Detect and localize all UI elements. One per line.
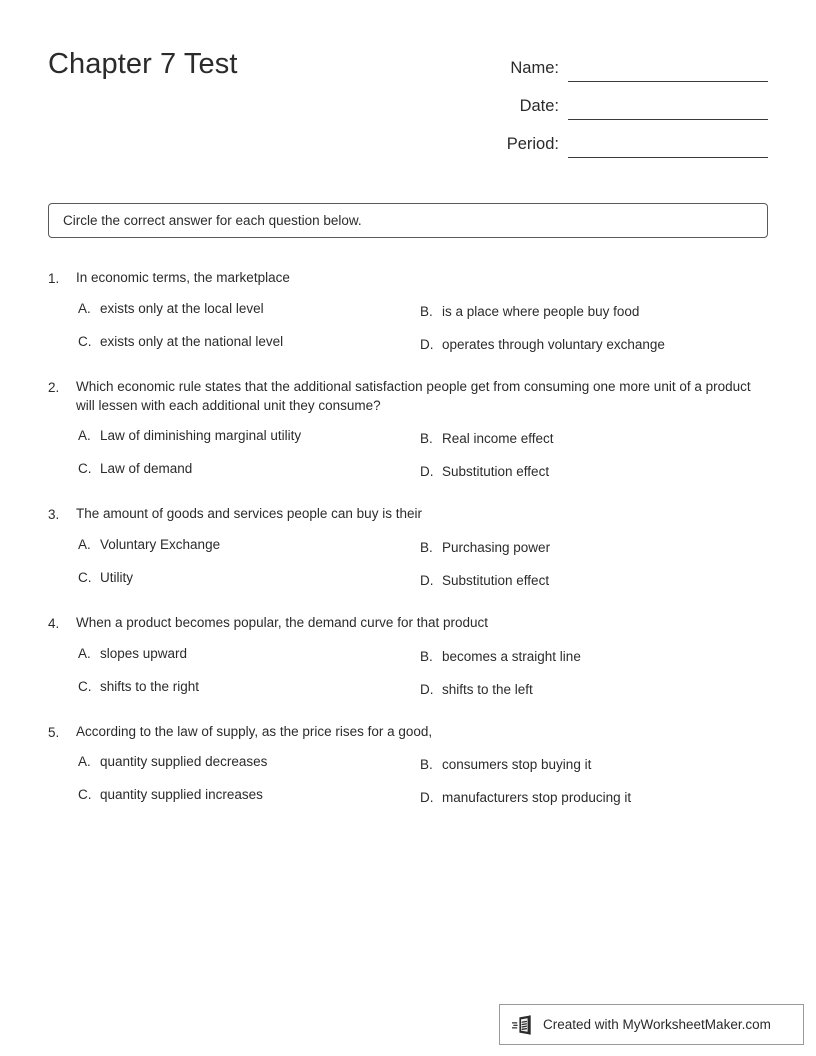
choice-row <box>48 569 768 595</box>
instructions-box <box>48 203 768 238</box>
question-text: When a product becomes popular, the demand curve for that product <box>76 614 488 630</box>
choice-option-a[interactable] <box>48 427 390 446</box>
choice-option-b[interactable] <box>390 645 768 667</box>
question-text: Which economic rule states that the additional satisfaction people get from consuming one more unit of a product will lessen with each additional unit they consume? <box>76 378 751 414</box>
choice-row <box>48 786 768 812</box>
worksheet-maker-logo-icon <box>510 1012 536 1038</box>
date-field-label: Date: <box>519 97 559 115</box>
period-field-label: Period: <box>506 135 559 153</box>
choice-text: Utility <box>100 569 133 585</box>
choice-option-d[interactable] <box>390 460 768 482</box>
choice-option-a[interactable] <box>48 536 390 555</box>
choice-letter: C. <box>78 787 92 803</box>
choice-option-a[interactable] <box>48 645 390 664</box>
choice-text: Substitution effect <box>442 464 550 480</box>
choice-option-c[interactable] <box>48 786 390 805</box>
choice-text: Law of diminishing marginal utility <box>100 428 302 444</box>
choice-option-c[interactable] <box>48 678 390 697</box>
question-header <box>48 613 768 634</box>
choice-text: is a place where people buy food <box>442 303 640 319</box>
question-number: 3. <box>48 507 60 523</box>
question-header <box>48 268 768 289</box>
question-header <box>48 722 768 743</box>
choice-row <box>48 427 768 453</box>
choice-text: operates through voluntary exchange <box>442 336 665 352</box>
choice-option-d[interactable] <box>390 333 768 355</box>
choice-text: becomes a straight line <box>442 648 581 664</box>
choice-text: manufacturers stop producing it <box>442 790 632 806</box>
choice-letter: B. <box>420 757 433 773</box>
choice-letter: C. <box>78 333 92 349</box>
choice-option-c[interactable] <box>48 333 390 352</box>
choice-text: Law of demand <box>100 461 193 477</box>
question-item <box>48 504 768 595</box>
choice-letter: D. <box>420 464 434 480</box>
choice-group <box>48 300 768 359</box>
choice-letter: A. <box>78 536 91 552</box>
choice-option-d[interactable] <box>390 569 768 591</box>
choice-option-b[interactable] <box>390 300 768 322</box>
name-field-row <box>438 44 768 82</box>
choice-option-d[interactable] <box>390 786 768 808</box>
question-list <box>48 268 768 830</box>
choice-option-b[interactable] <box>390 536 768 558</box>
choice-text: Real income effect <box>442 431 554 447</box>
instructions-text: Circle the correct answer for each question below. <box>63 213 362 228</box>
question-text: In economic terms, the marketplace <box>76 270 290 285</box>
question-text: The amount of goods and services people can buy is their <box>76 506 422 522</box>
choice-letter: D. <box>420 572 434 588</box>
choice-row <box>48 753 768 779</box>
choice-text: exists only at the national level <box>100 333 284 349</box>
choice-letter: B. <box>420 539 433 555</box>
choice-group <box>48 427 768 486</box>
created-with-text: Created with MyWorksheetMaker.com <box>543 1017 771 1032</box>
choice-option-c[interactable] <box>48 460 390 479</box>
choice-letter: A. <box>78 754 91 770</box>
question-text: According to the law of supply, as the price rises for a good, <box>76 723 433 739</box>
choice-text: Purchasing power <box>442 539 551 555</box>
choice-option-d[interactable] <box>390 678 768 700</box>
choice-row <box>48 536 768 562</box>
choice-letter: C. <box>78 569 92 585</box>
choice-letter: D. <box>420 336 434 352</box>
date-field-row <box>438 82 768 120</box>
choice-letter: B. <box>420 648 433 664</box>
question-number: 1. <box>48 271 60 286</box>
choice-text: Substitution effect <box>442 572 550 588</box>
choice-letter: B. <box>420 431 433 447</box>
choice-text: quantity supplied decreases <box>100 754 268 770</box>
question-number: 5. <box>48 724 60 740</box>
choice-letter: A. <box>78 300 91 316</box>
worksheet-header <box>48 44 768 174</box>
choice-row <box>48 300 768 326</box>
question-number: 4. <box>48 615 60 631</box>
choice-text: shifts to the right <box>100 678 200 694</box>
choice-option-a[interactable] <box>48 300 390 319</box>
choice-row <box>48 645 768 671</box>
choice-text: consumers stop buying it <box>442 757 592 773</box>
choice-row <box>48 678 768 704</box>
choice-text: exists only at the local level <box>100 300 264 316</box>
page-title: Chapter 7 Test <box>48 48 238 80</box>
choice-option-b[interactable] <box>390 753 768 775</box>
question-header <box>48 377 768 416</box>
choice-letter: C. <box>78 678 92 694</box>
choice-text: Voluntary Exchange <box>100 536 221 552</box>
choice-letter: D. <box>420 681 434 697</box>
question-number: 2. <box>48 379 60 395</box>
question-header <box>48 504 768 525</box>
choice-option-c[interactable] <box>48 569 390 588</box>
date-field-input[interactable] <box>568 98 768 120</box>
question-item <box>48 613 768 704</box>
choice-letter: A. <box>78 428 91 444</box>
choice-letter: B. <box>420 303 433 319</box>
question-item <box>48 268 768 359</box>
created-with-badge[interactable] <box>499 1004 804 1045</box>
choice-option-b[interactable] <box>390 427 768 449</box>
question-item <box>48 377 768 486</box>
name-field-label: Name: <box>510 59 559 77</box>
student-info-fields <box>438 44 768 158</box>
choice-letter: D. <box>420 790 434 806</box>
choice-text: shifts to the left <box>442 681 533 697</box>
period-field-input[interactable] <box>568 136 768 158</box>
choice-group <box>48 536 768 595</box>
choice-letter: C. <box>78 461 92 477</box>
period-field-row <box>438 120 768 158</box>
choice-row <box>48 333 768 359</box>
choice-group <box>48 645 768 704</box>
choice-option-a[interactable] <box>48 753 390 772</box>
choice-text: quantity supplied increases <box>100 787 263 803</box>
question-item <box>48 722 768 813</box>
name-field-input[interactable] <box>568 60 768 82</box>
choice-text: slopes upward <box>100 645 188 661</box>
choice-letter: A. <box>78 645 91 661</box>
choice-row <box>48 460 768 486</box>
choice-group <box>48 753 768 812</box>
